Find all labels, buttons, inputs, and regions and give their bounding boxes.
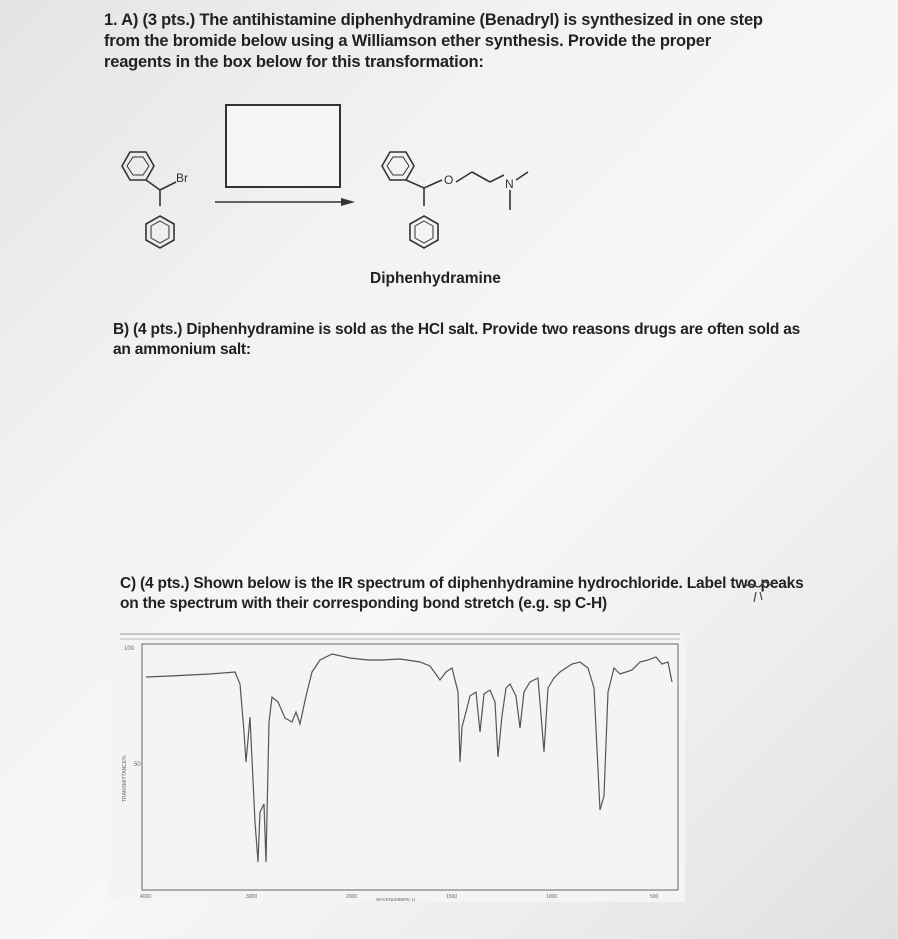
product-structure bbox=[372, 140, 552, 255]
question-b-line2: an ammonium salt: bbox=[113, 341, 251, 358]
question-a-line1: 1. A) (3 pts.) The antihistamine diphenhydramine (Benadryl) is synthesized in one step bbox=[104, 11, 763, 29]
question-b-line1: B) (4 pts.) Diphenhydramine is sold as the HCl salt. Provide two reasons drugs are often sold as bbox=[113, 321, 801, 338]
handwritten-mark bbox=[744, 578, 774, 606]
question-c-text bbox=[120, 574, 804, 614]
product-name: Diphenhydramine bbox=[370, 270, 501, 287]
x-axis-title: WAVENUMBER(-1) bbox=[376, 897, 416, 902]
y-mid-label: 50 bbox=[134, 762, 141, 768]
x-tick-2000: 2000 bbox=[346, 894, 358, 900]
x-tick-500: 500 bbox=[650, 894, 659, 900]
reagent-answer-box[interactable] bbox=[225, 104, 341, 188]
bromine-label: Br bbox=[176, 171, 188, 185]
question-c-line2: on the spectrum with their corresponding bond stretch (e.g. sp C-H) bbox=[120, 595, 607, 612]
nitrogen-label: N bbox=[505, 177, 514, 191]
oxygen-label: O bbox=[444, 173, 454, 187]
x-tick-4000: 4000 bbox=[140, 894, 152, 900]
reaction-arrow bbox=[215, 197, 355, 207]
question-c-line1: C) (4 pts.) Shown below is the IR spectrum of diphenhydramine hydrochloride. Label two peaks bbox=[120, 575, 804, 592]
y-axis-title: TRANSMITTANCE% bbox=[122, 755, 128, 802]
question-b-text bbox=[113, 320, 800, 360]
ir-spectrum bbox=[110, 632, 685, 902]
reactant-structure bbox=[108, 140, 218, 255]
x-tick-1500: 1500 bbox=[446, 894, 458, 900]
question-a-text bbox=[104, 10, 763, 73]
x-tick-3000: 3000 bbox=[246, 894, 258, 900]
y-top-label: 100 bbox=[124, 646, 135, 652]
x-tick-1000: 1000 bbox=[546, 894, 558, 900]
question-a-line3: reagents in the box below for this transformation: bbox=[104, 53, 484, 71]
question-a-line2: from the bromide below using a Williamson ether synthesis. Provide the proper bbox=[104, 32, 711, 50]
